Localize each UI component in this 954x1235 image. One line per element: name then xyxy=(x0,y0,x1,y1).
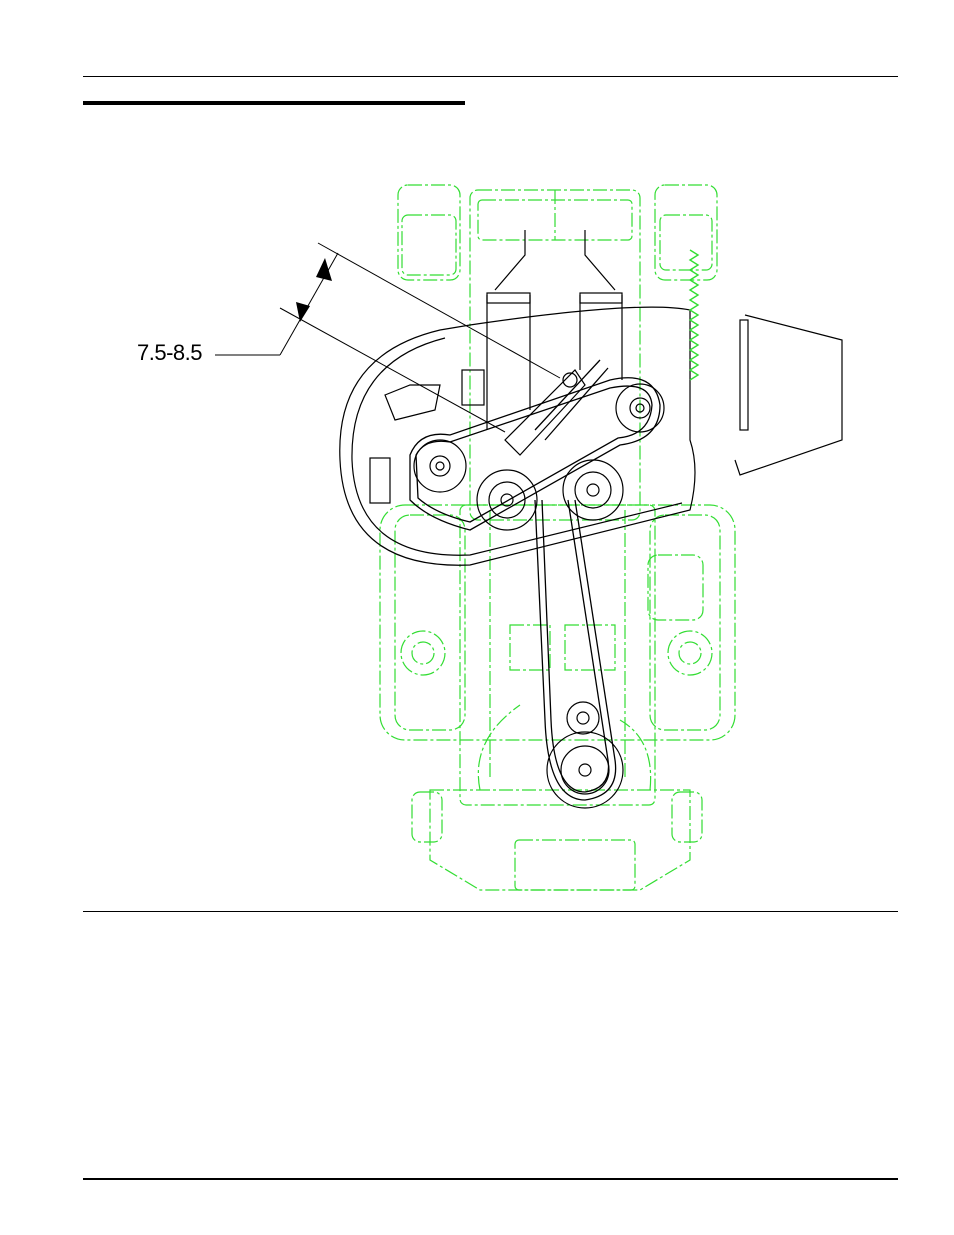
mower-deck xyxy=(340,307,842,565)
chassis-outline xyxy=(380,185,735,890)
dimension-arrows xyxy=(296,258,332,322)
idler-arm xyxy=(487,230,622,455)
header-rule xyxy=(83,76,898,77)
drive-belt xyxy=(410,360,660,800)
section-heading-bar xyxy=(83,101,465,105)
dimension-lines xyxy=(215,243,560,432)
figure-divider-rule xyxy=(83,911,898,912)
belt-routing-diagram xyxy=(0,160,954,900)
dimension-label: 7.5-8.5 xyxy=(137,340,202,365)
footer-rule xyxy=(83,1178,898,1180)
